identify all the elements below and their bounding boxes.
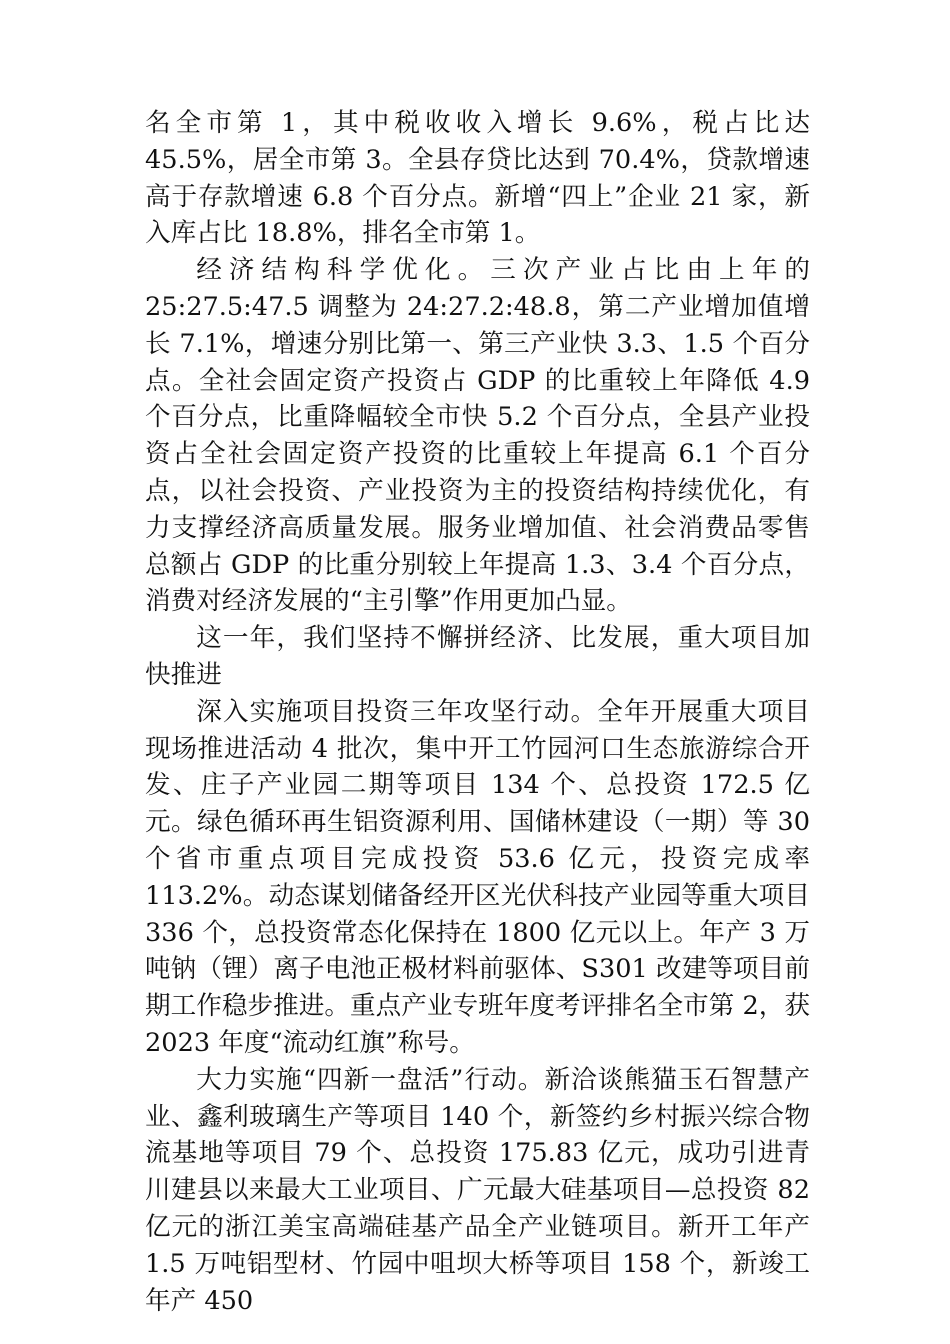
paragraph-four-new-one-revitalize: 大力实施“四新一盘活”行动。新洽谈熊猫玉石智慧产业、鑫利玻璃生产等项目 140 个，新签约乡村振兴综合物流基地等项目 79 个、总投资 175.83 亿元，成功引进青川建县以来最大工业项目、广元最大硅基项目—总投资 82 亿元的浙江美宝高端硅基产品全产业链项目。新开工年产 1.5 万吨铝型材、竹园中咀坝大桥等项目 158 个，新竣工年产 450 [145,1064,810,1316]
document-body [145,105,810,1319]
paragraph-economic-structure: 经济结构科学优化。三次产业占比由上年的 25:27.5:47.5 调整为 24:27.2:48.8，第二产业增加值增长 7.1%，增速分别比第一、第三产业快 3.3、1.5 个百分点。全社会固定资产投资占 GDP 的比重较上年降低 4.9 个百分点，比重降幅较全市快 5.2 个百分点，全县产业投资占全社会固定资产投资的比重较上年提高 6.1 个百分点，以社会投资、产业投资为主的投资结构持续优化，有力支撑经济高质量发展。服务业增加值、社会消费品零售总额占 GDP 的比重分别较上年提高 1.3、3.4 个百分点，消费对经济发展的“主引擎”作用更加凸显。 [145,255,810,617]
paragraph-continued: 名全市第 1，其中税收收入增长 9.6%，税占比达 45.5%，居全市第 3。全县存贷比达到 70.4%，贷款增速高于存款增速 6.8 个百分点。新增“四上”企业 21 家，新入库占比 18.8%，排名全市第 1。 [145,108,810,249]
paragraph-project-investment: 深入实施项目投资三年攻坚行动。全年开展重大项目现场推进活动 4 批次，集中开工竹园河口生态旅游综合开发、庄子产业园二期等项目 134 个、总投资 172.5 亿元。绿色循环再生铝资源利用、国储林建设（一期）等 30 个省市重点项目完成投资 53.6 亿元，投资完成率 113.2%。动态谋划储备经开区光伏科技产业园等重大项目 336 个，总投资常态化保持在 1800 亿元以上。年产 3 万吨钠（锂）离子电池正极材料前驱体、S301 改建等项目前期工作稳步推进。重点产业专班年度考评排名全市第 2，获 2023 年度“流动红旗”称号。 [145,696,810,1058]
section-heading-major-projects: 这一年，我们坚持不懈拼经济、比发展，重大项目加快推进 [145,623,810,690]
